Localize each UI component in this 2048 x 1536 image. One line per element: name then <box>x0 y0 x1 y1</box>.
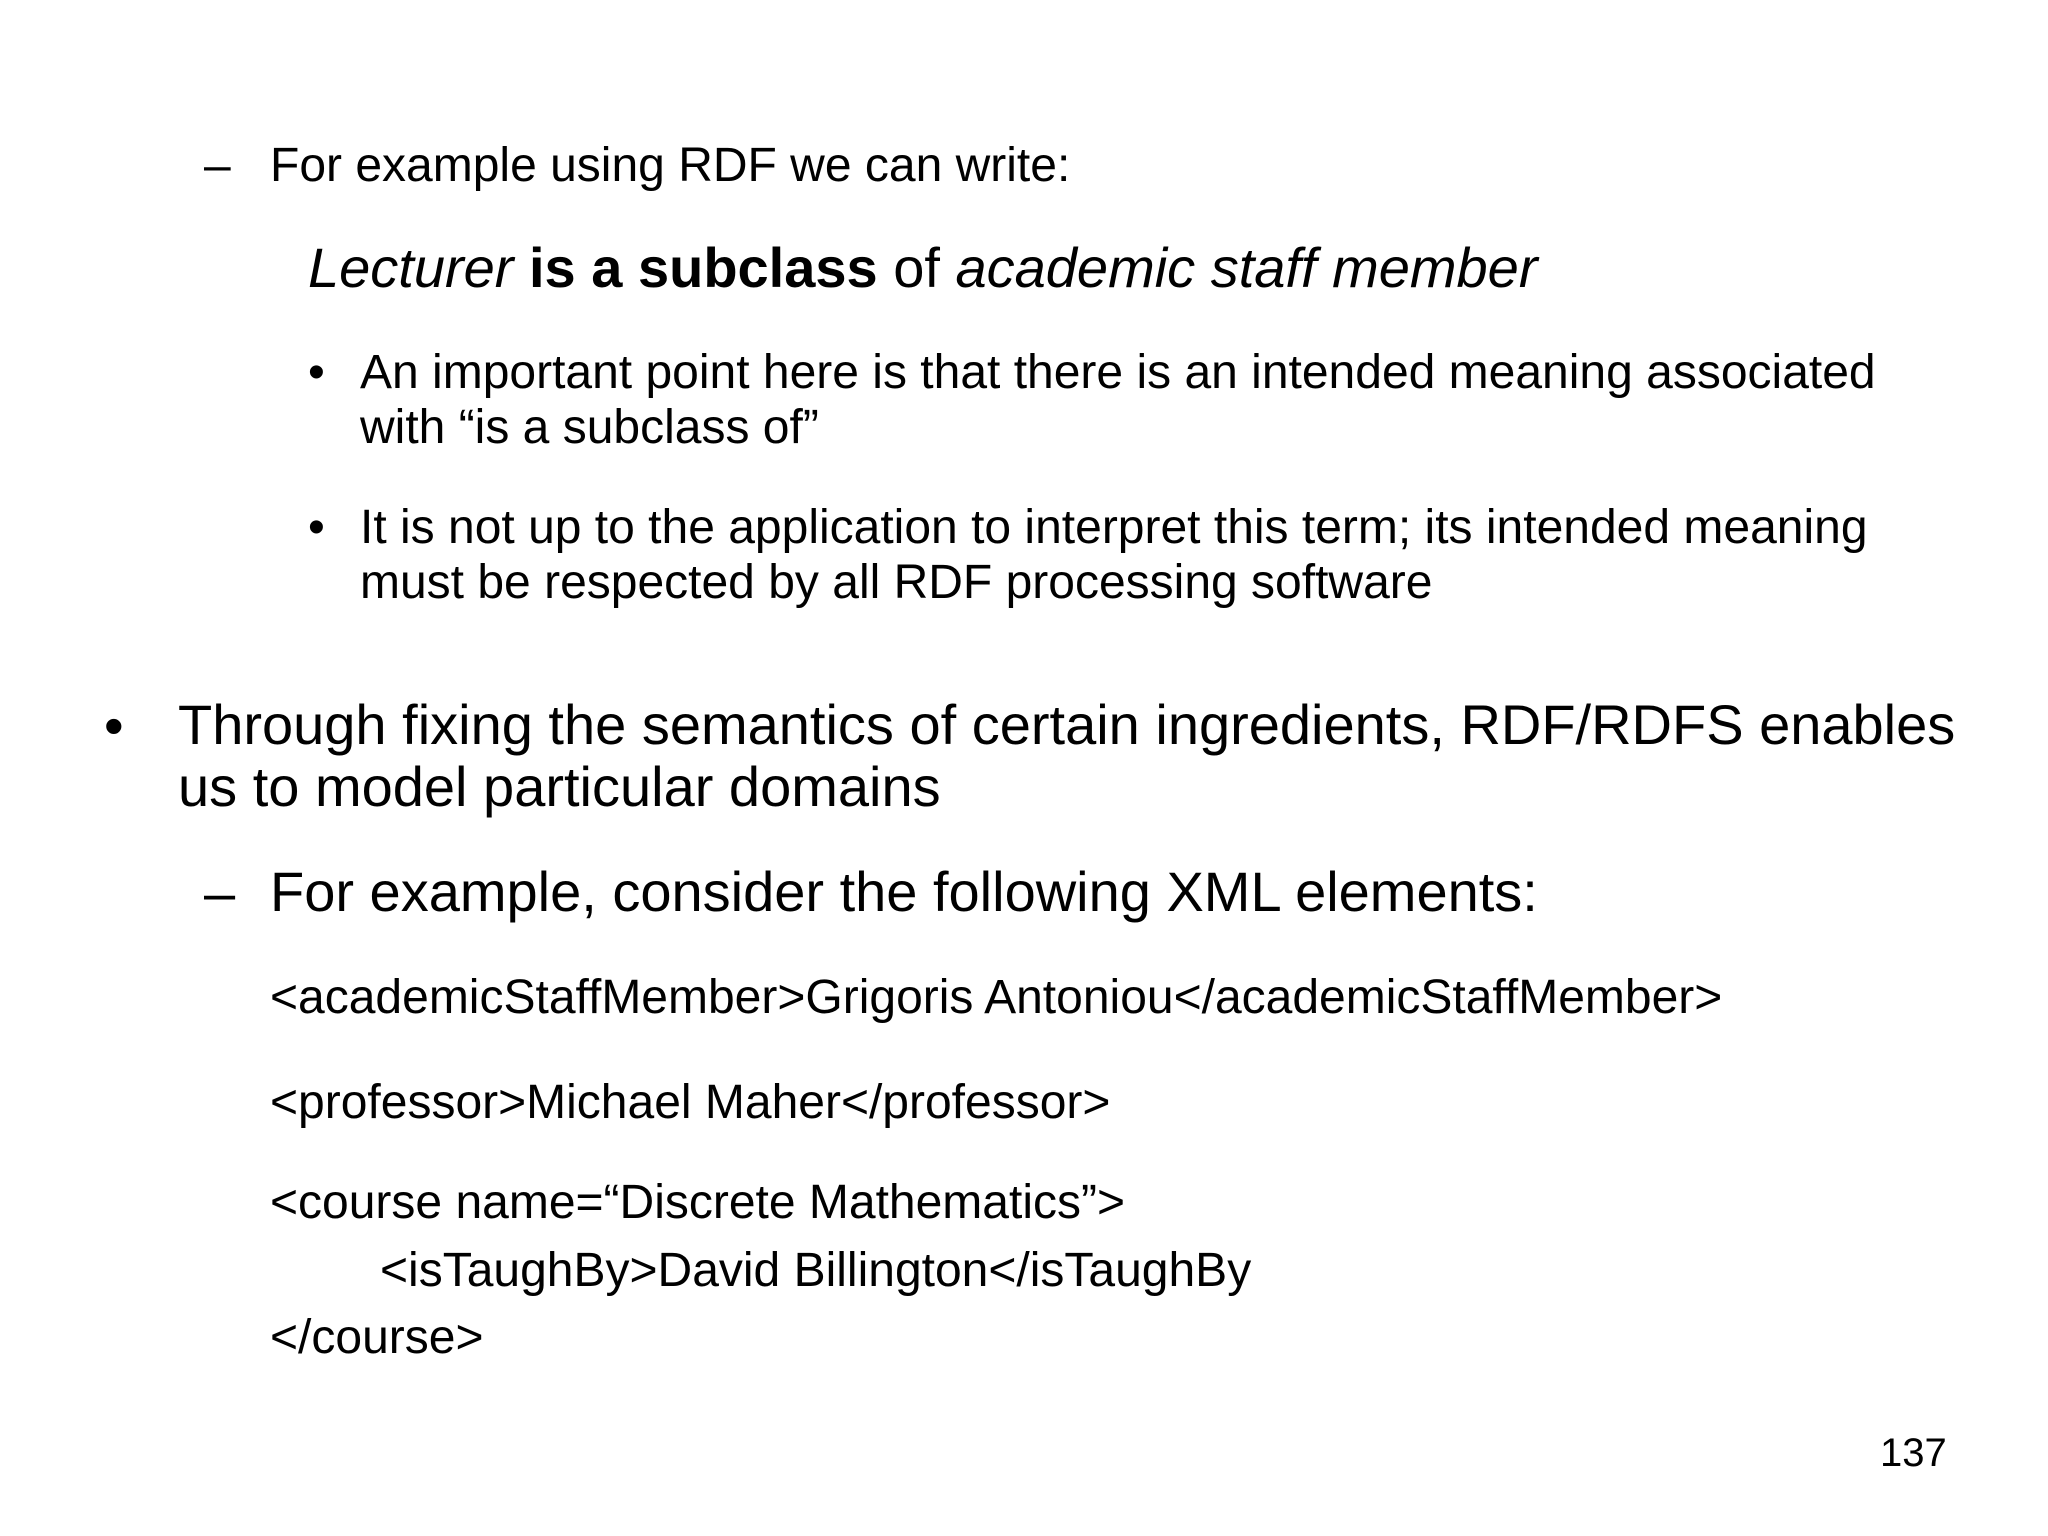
dash-marker: – <box>204 861 236 924</box>
statement-academic-staff-member: academic staff member <box>955 236 1538 299</box>
page-number: 137 <box>1880 1431 1947 1475</box>
sub-bullet-2-line-1: It is not up to the application to interpret this term; its intended meaning <box>360 501 1868 554</box>
xml-line-is-taugh-by: <isTaughBy>David Billington</isTaughBy <box>380 1244 1252 1297</box>
main-bullet-line-2: us to model particular domains <box>178 755 941 818</box>
xml-line-academic-staff-member: <academicStaffMember>Grigoris Antoniou</academicStaffMember> <box>270 971 1723 1024</box>
sub-bullet-marker: • <box>308 346 325 399</box>
main-bullet-marker: • <box>104 694 124 757</box>
sub-bullet-2-line-2: must be respected by all RDF processing software <box>360 556 1433 609</box>
statement-lecturer: Lecturer <box>308 236 514 299</box>
statement-of: of <box>877 236 956 299</box>
xml-line-course-open: <course name=“Discrete Mathematics”> <box>270 1176 1125 1229</box>
dash-marker: – <box>204 139 231 192</box>
top-example-text: For example using RDF we can write: <box>270 139 1071 192</box>
main-bullet-line-1: Through fixing the semantics of certain ingredients, RDF/RDFS enables <box>178 693 1956 756</box>
statement-is-a-subclass: is a subclass <box>513 236 878 299</box>
xml-line-professor: <professor>Michael Maher</professor> <box>270 1076 1111 1129</box>
xml-example-text: For example, consider the following XML elements: <box>270 860 1538 923</box>
sub-bullet-1-line-2: with “is a subclass of” <box>360 401 819 454</box>
sub-bullet-1-line-1: An important point here is that there is an intended meaning associated <box>360 346 1876 399</box>
xml-line-course-close: </course> <box>270 1311 484 1364</box>
subclass-statement <box>308 236 1537 300</box>
sub-bullet-marker: • <box>308 501 325 554</box>
